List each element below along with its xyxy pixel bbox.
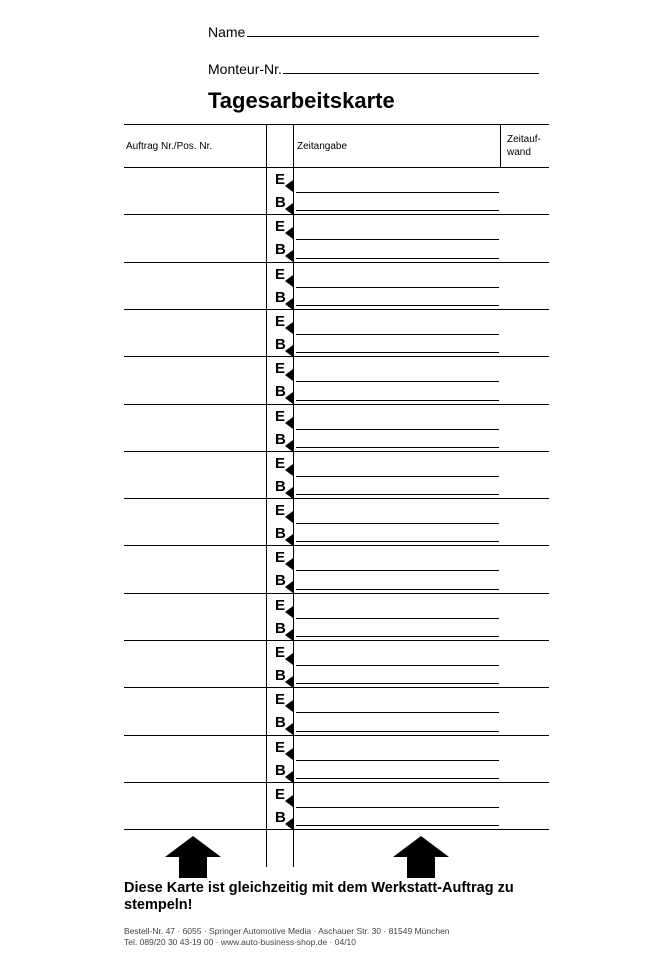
name-field[interactable] bbox=[247, 36, 539, 37]
marker-e: E bbox=[275, 738, 286, 756]
time-entry-line-end[interactable] bbox=[296, 210, 499, 211]
monteur-field[interactable] bbox=[283, 73, 539, 74]
marker-e-pointer-icon bbox=[285, 700, 293, 712]
marker-e-pointer-icon bbox=[285, 606, 293, 618]
time-entry-line-end[interactable] bbox=[296, 352, 499, 353]
marker-e: E bbox=[275, 360, 286, 378]
marker-b: B bbox=[275, 525, 286, 543]
marker-b: B bbox=[275, 335, 286, 353]
row-separator bbox=[124, 262, 549, 263]
time-entry-line-start[interactable] bbox=[296, 192, 499, 193]
marker-b-pointer-icon bbox=[285, 203, 293, 215]
time-entry-line-start[interactable] bbox=[296, 523, 499, 524]
order-info: Bestell-Nr. 47 · 6055 · Springer Automotive Media · Aschauer Str. 30 · 81549 München bbox=[124, 926, 450, 936]
time-entry-line-start[interactable] bbox=[296, 334, 499, 335]
marker-e: E bbox=[275, 691, 286, 709]
time-entry-line-end[interactable] bbox=[296, 305, 499, 306]
marker-e: E bbox=[275, 218, 286, 236]
time-entry-line-end[interactable] bbox=[296, 589, 499, 590]
time-entry-line-start[interactable] bbox=[296, 807, 499, 808]
marker-b-pointer-icon bbox=[285, 487, 293, 499]
marker-b: B bbox=[275, 477, 286, 495]
marker-b-pointer-icon bbox=[285, 818, 293, 830]
marker-e-pointer-icon bbox=[285, 369, 293, 381]
time-entry-line-start[interactable] bbox=[296, 381, 499, 382]
column-divider-left bbox=[266, 124, 267, 867]
marker-e-pointer-icon bbox=[285, 275, 293, 287]
time-entry-line-end[interactable] bbox=[296, 778, 499, 779]
row-separator bbox=[124, 640, 549, 641]
marker-b-pointer-icon bbox=[285, 392, 293, 404]
column-header-zeitaufwand-2: wand bbox=[507, 147, 531, 158]
time-entry-line-end[interactable] bbox=[296, 494, 499, 495]
marker-b: B bbox=[275, 383, 286, 401]
marker-b-pointer-icon bbox=[285, 345, 293, 357]
marker-e-pointer-icon bbox=[285, 795, 293, 807]
marker-e: E bbox=[275, 407, 286, 425]
row-separator bbox=[124, 404, 549, 405]
time-entry-line-start[interactable] bbox=[296, 618, 499, 619]
arrow-up-icon bbox=[393, 836, 449, 878]
time-entry-line-end[interactable] bbox=[296, 636, 499, 637]
marker-b-pointer-icon bbox=[285, 534, 293, 546]
marker-b: B bbox=[275, 194, 286, 211]
column-header-auftrag: Auftrag Nr./Pos. Nr. bbox=[126, 141, 213, 152]
time-entry-line-start[interactable] bbox=[296, 287, 499, 288]
name-label: Name bbox=[208, 24, 246, 40]
column-header-zeitangabe: Zeitangabe bbox=[297, 141, 348, 152]
time-entry-line-start[interactable] bbox=[296, 239, 499, 240]
time-entry-line-end[interactable] bbox=[296, 258, 499, 259]
time-entry-line-end[interactable] bbox=[296, 683, 499, 684]
time-entry-line-start[interactable] bbox=[296, 570, 499, 571]
arrow-up-icon bbox=[165, 836, 221, 878]
marker-e-pointer-icon bbox=[285, 227, 293, 239]
table-top-border bbox=[124, 124, 549, 125]
marker-e-pointer-icon bbox=[285, 464, 293, 476]
marker-b-pointer-icon bbox=[285, 771, 293, 783]
marker-e-pointer-icon bbox=[285, 417, 293, 429]
marker-b: B bbox=[275, 808, 286, 826]
marker-b: B bbox=[275, 430, 286, 448]
marker-e: E bbox=[275, 644, 286, 661]
header-bottom-border bbox=[124, 167, 549, 168]
marker-e-pointer-icon bbox=[285, 653, 293, 665]
column-header-zeitaufwand-1: Zeitauf- bbox=[507, 134, 541, 145]
marker-b: B bbox=[275, 572, 286, 590]
row-separator bbox=[124, 735, 549, 736]
marker-e-pointer-icon bbox=[285, 748, 293, 760]
page-title: Tagesarbeitskarte bbox=[208, 88, 395, 113]
row-separator bbox=[124, 214, 549, 215]
row-separator bbox=[124, 356, 549, 357]
monteur-label: Monteur-Nr. bbox=[208, 61, 282, 77]
marker-e-pointer-icon bbox=[285, 322, 293, 334]
marker-e-pointer-icon bbox=[285, 558, 293, 570]
marker-b-pointer-icon bbox=[285, 298, 293, 310]
marker-e: E bbox=[275, 502, 286, 520]
marker-e: E bbox=[275, 596, 286, 614]
marker-e: E bbox=[275, 454, 286, 472]
marker-e: E bbox=[275, 785, 286, 803]
row-separator bbox=[124, 309, 549, 310]
time-entry-line-end[interactable] bbox=[296, 541, 499, 542]
column-divider-right bbox=[293, 124, 294, 867]
marker-b: B bbox=[275, 241, 286, 259]
row-separator bbox=[124, 498, 549, 499]
row-separator bbox=[124, 451, 549, 452]
time-entry-line-start[interactable] bbox=[296, 760, 499, 761]
marker-b-pointer-icon bbox=[285, 440, 293, 452]
marker-b: B bbox=[275, 714, 286, 732]
marker-b: B bbox=[275, 288, 286, 306]
time-entry-line-end[interactable] bbox=[296, 400, 499, 401]
marker-b-pointer-icon bbox=[285, 581, 293, 593]
row-separator bbox=[124, 593, 549, 594]
marker-e-pointer-icon bbox=[285, 180, 293, 192]
time-entry-line-start[interactable] bbox=[296, 476, 499, 477]
time-entry-line-start[interactable] bbox=[296, 429, 499, 430]
marker-e: E bbox=[275, 171, 286, 188]
time-entry-line-start[interactable] bbox=[296, 712, 499, 713]
row-separator bbox=[124, 545, 549, 546]
stamp-notice: Diese Karte ist gleichzeitig mit dem Werkstatt-Auftrag zu stempeln! bbox=[124, 880, 514, 913]
contact-info: Tel. 089/20 30 43-19 00 · www.auto-business-shop.de · 04/10 bbox=[124, 937, 357, 947]
marker-e-pointer-icon bbox=[285, 511, 293, 523]
marker-b-pointer-icon bbox=[285, 250, 293, 262]
marker-b: B bbox=[275, 667, 286, 684]
marker-b-pointer-icon bbox=[285, 723, 293, 735]
row-separator bbox=[124, 687, 549, 688]
time-entry-line-end[interactable] bbox=[296, 731, 499, 732]
time-entry-line-start[interactable] bbox=[296, 665, 499, 666]
marker-b: B bbox=[275, 761, 286, 779]
row-separator bbox=[124, 782, 549, 783]
zeitaufwand-divider bbox=[500, 124, 501, 167]
marker-b-pointer-icon bbox=[285, 676, 293, 688]
marker-b-pointer-icon bbox=[285, 629, 293, 641]
time-entry-line-end[interactable] bbox=[296, 825, 499, 826]
marker-b: B bbox=[275, 619, 286, 637]
marker-e: E bbox=[275, 265, 286, 283]
marker-e: E bbox=[275, 312, 286, 330]
time-entry-line-end[interactable] bbox=[296, 447, 499, 448]
marker-e: E bbox=[275, 549, 286, 567]
row-separator bbox=[124, 829, 549, 830]
